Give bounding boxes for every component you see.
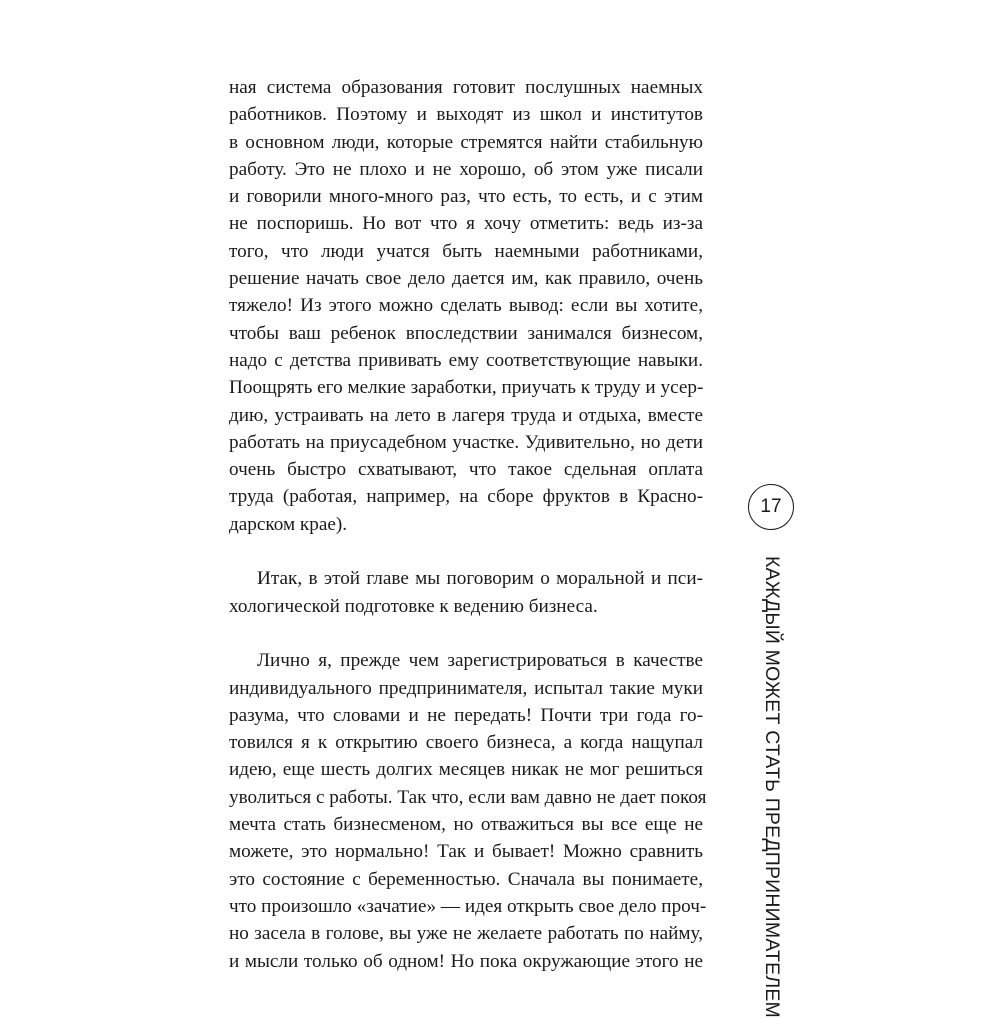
- text-line: Итак, в этой главе мы поговорим о моральной и пси-: [257, 568, 703, 590]
- text-line: работать на приусадебном участке. Удивительно, но дети: [229, 431, 703, 453]
- text-line: тяжело! Из этого можно сделать вывод: если вы хотите,: [229, 295, 703, 317]
- text-line: решение начать свое дело дается им, как правило, очень: [229, 268, 703, 290]
- running-head: КАЖДЫЙ МОЖЕТ СТАТЬ ПРЕДПРИНИМАТЕЛЕМ: [761, 556, 783, 1018]
- page-number-badge: [748, 484, 794, 530]
- text-line: ная система образования готовит послушных наемных: [229, 77, 703, 98]
- text-line: но засела в голове, вы уже не желаете работать по найму,: [229, 923, 703, 945]
- text-line: работников. Поэтому и выходят из школ и институтов: [229, 104, 703, 126]
- text-line: дию, устраивать на лето в лагеря труда и отдыха, вместе: [229, 404, 703, 426]
- text-line: что произошло «зачатие» — идея открыть свое дело проч-: [229, 895, 707, 917]
- text-line: дарском крае).: [229, 513, 348, 535]
- paragraph-2: [229, 565, 703, 620]
- text-line: это состояние с беременностью. Сначала вы понимаете,: [229, 868, 703, 890]
- text-line: труда (работая, например, на сборе фруктов в Красно-: [229, 486, 703, 508]
- text-line: идею, еще шесть долгих месяцев никак не мог решиться: [229, 759, 703, 781]
- text-line: того, что люди учатся быть наемными работниками,: [229, 240, 703, 262]
- text-line: чтобы ваш ребенок впоследствии занимался бизнесом,: [229, 322, 703, 344]
- text-line: уволиться с работы. Так что, если вам давно не дает покоя: [229, 786, 707, 808]
- paragraph-1: [229, 74, 703, 538]
- text-line: можете, это нормально! Так и бывает! Можно сравнить: [229, 841, 703, 863]
- text-line: и мысли только об одном! Но пока окружающие этого не: [229, 950, 703, 972]
- text-line: мечта стать бизнесменом, но отважиться вы все еще не: [229, 814, 703, 836]
- page-number: 17: [760, 496, 782, 517]
- text-line: Лично я, прежде чем зарегистрироваться в качестве: [257, 650, 703, 672]
- text-line: и говорили много-много раз, что есть, то есть, и с этим: [229, 186, 703, 208]
- text-line: разума, что словами и не передать! Почти три года го-: [229, 704, 703, 726]
- text-line: не поспоришь. Но вот что я хочу отметить: ведь из-за: [229, 213, 703, 235]
- body-text: [229, 74, 707, 975]
- text-line: очень быстро схватывают, что такое сдельная оплата: [229, 459, 703, 481]
- text-line: хологической подготовке к ведению бизнеса.: [229, 595, 598, 617]
- paragraph-3: [229, 647, 707, 975]
- text-line: товился я к открытию своего бизнеса, а когда нащупал: [229, 732, 703, 754]
- text-line: надо с детства прививать ему соответствующие навыки.: [229, 349, 703, 371]
- text-line: в основном люди, которые стремятся найти стабильную: [229, 131, 703, 153]
- text-line: работу. Это не плохо и не хорошо, об этом уже писали: [229, 158, 703, 180]
- text-line: индивидуального предпринимателя, испытал такие муки: [229, 677, 703, 699]
- text-line: Поощрять его мелкие заработки, приучать к труду и усер-: [229, 377, 704, 399]
